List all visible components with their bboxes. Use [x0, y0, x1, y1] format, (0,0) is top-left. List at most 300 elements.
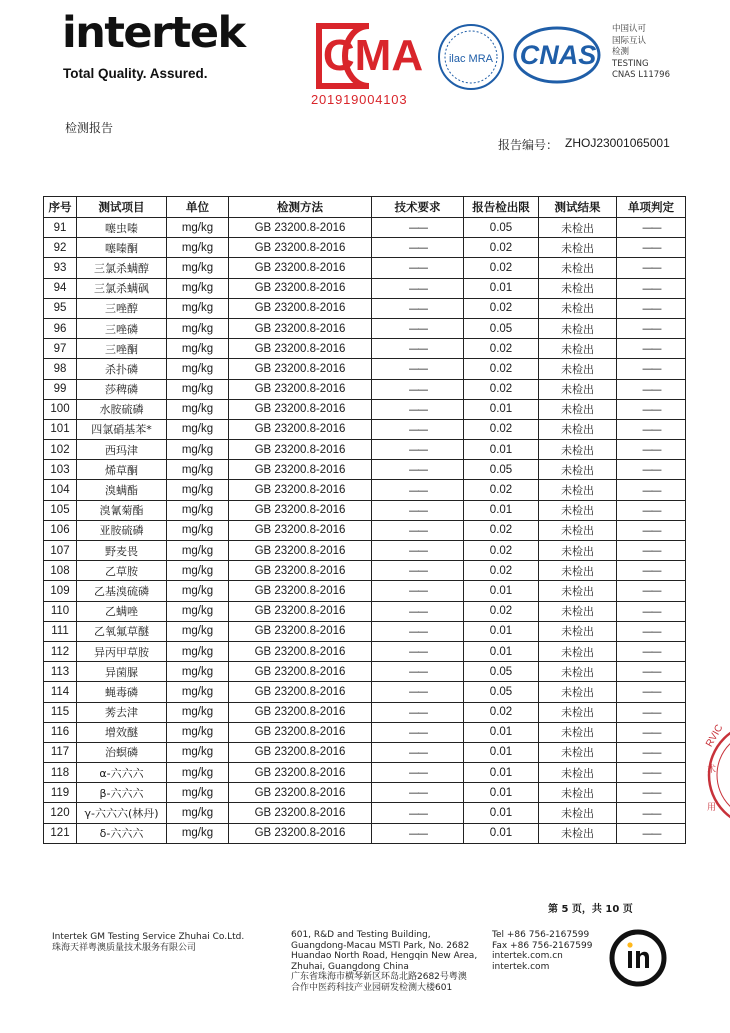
cell-result	[539, 601, 617, 621]
cell-judgement	[617, 561, 686, 581]
cell-unit	[167, 561, 229, 581]
cell-index	[44, 520, 77, 540]
cell-result	[539, 682, 617, 702]
cell-detection-limit	[464, 581, 539, 601]
cell-index-text: 114	[50, 685, 70, 698]
cell-item-text: γ-六六六(林丹)	[84, 807, 159, 821]
cell-result-text: 未检出	[561, 261, 594, 275]
cnas-accreditation-text	[612, 24, 670, 82]
cell-item	[77, 783, 167, 803]
cell-unit-text: mg/kg	[181, 403, 214, 416]
dash-mark: ——	[408, 604, 427, 618]
cell-unit	[167, 218, 229, 238]
cell-item-text: 增效醚	[105, 726, 138, 740]
logo-tagline: Total Quality. Assured.	[63, 66, 208, 81]
cell-item-text: 溴螨酯	[105, 484, 138, 498]
dash-mark: ——	[642, 544, 660, 558]
cell-index	[44, 823, 77, 843]
cell-judgement	[617, 541, 686, 561]
cell-detection-limit-text: 0.02	[489, 544, 513, 557]
table-row	[44, 561, 686, 581]
cell-item-text: 乙草胺	[105, 564, 138, 578]
cell-result-text: 未检出	[561, 625, 594, 639]
cell-method	[229, 440, 372, 460]
cell-result	[539, 722, 617, 742]
cell-result	[539, 379, 617, 399]
cell-method-text: GB 23200.8-2016	[254, 524, 346, 537]
cell-item-text: 莠去津	[105, 706, 138, 720]
dash-mark: ——	[642, 261, 660, 275]
cell-result	[539, 339, 617, 359]
cell-item	[77, 480, 167, 500]
cell-detection-limit	[464, 359, 539, 379]
cell-result	[539, 419, 617, 439]
cell-method-text: GB 23200.8-2016	[254, 342, 346, 355]
cell-detection-limit-text: 0.01	[489, 807, 513, 820]
cell-index	[44, 803, 77, 823]
dash-mark: ——	[642, 665, 660, 679]
cell-unit	[167, 419, 229, 439]
cell-index	[44, 298, 77, 318]
cell-item-text: 水胺硫磷	[99, 403, 144, 417]
cell-requirement	[372, 722, 464, 742]
cell-unit-text: mg/kg	[181, 322, 214, 335]
table-row	[44, 379, 686, 399]
cell-method	[229, 480, 372, 500]
cell-method-text: GB 23200.8-2016	[254, 403, 346, 416]
cell-method-text: GB 23200.8-2016	[254, 383, 346, 396]
cell-unit	[167, 258, 229, 278]
col-header-unit: 单位	[167, 197, 229, 218]
cell-result	[539, 742, 617, 762]
table-row	[44, 541, 686, 561]
cell-index-text: 93	[53, 261, 67, 274]
cell-index	[44, 500, 77, 520]
cell-detection-limit-text: 0.01	[489, 645, 513, 658]
cell-judgement	[617, 278, 686, 298]
cell-index	[44, 581, 77, 601]
cell-unit-text: mg/kg	[181, 625, 214, 638]
cell-item	[77, 520, 167, 540]
cell-method-text: GB 23200.8-2016	[254, 807, 346, 820]
dash-mark: ——	[642, 705, 660, 719]
cell-detection-limit	[464, 702, 539, 722]
cell-index-text: 105	[50, 504, 70, 517]
cell-index	[44, 440, 77, 460]
cell-method-text: GB 23200.8-2016	[254, 786, 346, 799]
dash-mark: ——	[408, 261, 427, 275]
cell-item	[77, 742, 167, 762]
cell-detection-limit	[464, 763, 539, 783]
cell-unit-text: mg/kg	[181, 463, 214, 476]
cell-item	[77, 238, 167, 258]
cell-item	[77, 359, 167, 379]
cell-result	[539, 641, 617, 661]
cell-detection-limit-text: 0.02	[489, 302, 513, 315]
cell-unit-text: mg/kg	[181, 302, 214, 315]
dash-mark: ——	[642, 483, 660, 497]
table-row	[44, 339, 686, 359]
cell-result	[539, 318, 617, 338]
table-row	[44, 823, 686, 843]
dash-mark: ——	[642, 362, 660, 376]
footer-address-line: 广东省珠海市横琴新区环岛北路2682号粤澳	[291, 972, 467, 982]
cell-requirement	[372, 218, 464, 238]
cell-method	[229, 662, 372, 682]
cell-unit	[167, 278, 229, 298]
cell-result-text: 未检出	[561, 282, 594, 296]
cell-requirement	[372, 419, 464, 439]
cell-result-text: 未检出	[561, 584, 594, 598]
cell-method-text: GB 23200.8-2016	[254, 827, 346, 840]
dash-mark: ——	[408, 665, 427, 679]
table-row	[44, 641, 686, 661]
cell-method-text: GB 23200.8-2016	[254, 241, 346, 254]
cell-unit-text: mg/kg	[181, 746, 214, 759]
cell-unit-text: mg/kg	[181, 706, 214, 719]
cell-result	[539, 541, 617, 561]
cell-requirement	[372, 480, 464, 500]
cell-unit-text: mg/kg	[181, 564, 214, 577]
table-row	[44, 682, 686, 702]
footer-address-line: Guangdong-Macau MSTI Park, No. 2682	[291, 940, 470, 951]
cell-index	[44, 601, 77, 621]
cell-result	[539, 238, 617, 258]
cell-result	[539, 298, 617, 318]
cell-detection-limit-text: 0.02	[489, 423, 513, 436]
dash-mark: ——	[642, 624, 660, 638]
cell-unit-text: mg/kg	[181, 807, 214, 820]
table-row	[44, 359, 686, 379]
table-row	[44, 460, 686, 480]
cell-method	[229, 541, 372, 561]
cnas-logo	[512, 24, 608, 86]
table-row	[44, 440, 686, 460]
footer-address	[291, 930, 477, 993]
dash-mark: ——	[642, 443, 660, 457]
intertek-in-icon	[607, 927, 669, 989]
cell-unit-text: mg/kg	[181, 786, 214, 799]
cnas-line: 检测	[612, 47, 630, 57]
cell-index	[44, 662, 77, 682]
cell-unit	[167, 662, 229, 682]
cell-index-text: 113	[50, 665, 70, 678]
dash-mark: ——	[408, 503, 427, 517]
table-row	[44, 601, 686, 621]
table-row	[44, 218, 686, 238]
cell-method	[229, 318, 372, 338]
col-header-judgement: 单项判定	[617, 197, 686, 218]
cell-unit-text: mg/kg	[181, 685, 214, 698]
cell-item-text: 杀扑磷	[105, 362, 138, 376]
cell-judgement	[617, 238, 686, 258]
cell-judgement	[617, 440, 686, 460]
dash-mark: ——	[642, 806, 660, 820]
cell-result-text: 未检出	[561, 383, 594, 397]
cell-item	[77, 318, 167, 338]
table-row	[44, 742, 686, 762]
dash-mark: ——	[642, 503, 660, 517]
dash-mark: ——	[408, 483, 427, 497]
cell-result-text: 未检出	[561, 605, 594, 619]
cell-result	[539, 783, 617, 803]
cell-result-text: 未检出	[561, 302, 594, 316]
cell-detection-limit	[464, 218, 539, 238]
cell-detection-limit	[464, 541, 539, 561]
cell-result	[539, 278, 617, 298]
cell-detection-limit-text: 0.05	[489, 322, 513, 335]
cell-detection-limit	[464, 641, 539, 661]
cell-item	[77, 278, 167, 298]
cell-unit	[167, 238, 229, 258]
cell-method	[229, 419, 372, 439]
cell-judgement	[617, 298, 686, 318]
cell-unit-text: mg/kg	[181, 282, 214, 295]
dash-mark: ——	[408, 422, 427, 436]
table-row	[44, 419, 686, 439]
cell-detection-limit-text: 0.02	[489, 706, 513, 719]
dash-mark: ——	[642, 241, 660, 255]
cell-index	[44, 763, 77, 783]
cell-index-text: 98	[53, 362, 67, 375]
cell-unit	[167, 722, 229, 742]
cell-method-text: GB 23200.8-2016	[254, 746, 346, 759]
cell-unit	[167, 641, 229, 661]
cell-item	[77, 621, 167, 641]
cell-method	[229, 682, 372, 702]
cell-result	[539, 763, 617, 783]
cell-method	[229, 218, 372, 238]
cell-detection-limit	[464, 742, 539, 762]
cell-item-text: 异丙甲草胺	[94, 645, 149, 659]
dash-mark: ——	[642, 221, 660, 235]
cell-index	[44, 742, 77, 762]
cell-index	[44, 702, 77, 722]
dash-mark: ——	[642, 523, 660, 537]
cell-method-text: GB 23200.8-2016	[254, 726, 346, 739]
cell-result	[539, 823, 617, 843]
cell-unit	[167, 621, 229, 641]
footer-contact-line: intertek.com	[492, 961, 550, 972]
cell-method	[229, 702, 372, 722]
footer-address-line: Huandao North Road, Hengqin New Area,	[291, 951, 478, 961]
cell-detection-limit	[464, 722, 539, 742]
cnas-line: 中国认可	[612, 24, 647, 34]
report-number-value: ZHOJ23001065001	[565, 136, 670, 150]
cell-item	[77, 662, 167, 682]
cell-judgement	[617, 803, 686, 823]
cell-index-text: 116	[50, 726, 70, 739]
cell-method	[229, 621, 372, 641]
svg-text:用: 用	[707, 803, 717, 813]
cell-judgement	[617, 419, 686, 439]
cell-judgement	[617, 399, 686, 419]
cell-index	[44, 480, 77, 500]
cell-result	[539, 621, 617, 641]
table-header-row	[44, 197, 686, 218]
table-row	[44, 318, 686, 338]
cell-item	[77, 298, 167, 318]
cell-unit	[167, 399, 229, 419]
cell-detection-limit	[464, 682, 539, 702]
cell-item	[77, 379, 167, 399]
dash-mark: ——	[642, 685, 660, 699]
cell-result-text: 未检出	[561, 786, 594, 800]
cell-requirement	[372, 541, 464, 561]
cell-item	[77, 258, 167, 278]
dash-mark: ——	[408, 443, 427, 457]
cell-detection-limit	[464, 621, 539, 641]
cell-method	[229, 500, 372, 520]
cell-item-text: 乙基溴硫磷	[94, 584, 149, 598]
cell-item	[77, 218, 167, 238]
table-row	[44, 278, 686, 298]
table-row	[44, 803, 686, 823]
cell-detection-limit	[464, 318, 539, 338]
cell-index	[44, 399, 77, 419]
report-number-label: 报告编号：	[498, 138, 559, 152]
cell-index	[44, 722, 77, 742]
cnas-text: CNAS	[519, 40, 597, 70]
cell-item-text: 蝇毒磷	[105, 685, 138, 699]
cell-item	[77, 823, 167, 843]
cell-item-text: 三唑酮	[105, 342, 138, 356]
cell-item	[77, 399, 167, 419]
cell-requirement	[372, 823, 464, 843]
table-row	[44, 480, 686, 500]
dash-mark: ——	[642, 584, 660, 598]
cell-unit	[167, 803, 229, 823]
cell-index-text: 117	[50, 746, 70, 759]
cell-judgement	[617, 742, 686, 762]
cell-result-text: 未检出	[561, 241, 594, 255]
cell-detection-limit-text: 0.01	[489, 403, 513, 416]
cell-result-text: 未检出	[561, 706, 594, 720]
cell-judgement	[617, 339, 686, 359]
cell-method	[229, 399, 372, 419]
cell-result-text: 未检出	[561, 807, 594, 821]
col-header-method: 检测方法	[229, 197, 372, 218]
cell-method-text: GB 23200.8-2016	[254, 282, 346, 295]
cell-method	[229, 763, 372, 783]
cell-result-text: 未检出	[561, 544, 594, 558]
cell-judgement	[617, 258, 686, 278]
dash-mark: ——	[408, 584, 427, 598]
cell-method	[229, 460, 372, 480]
cell-item	[77, 601, 167, 621]
cell-method-text: GB 23200.8-2016	[254, 766, 346, 779]
cell-method-text: GB 23200.8-2016	[254, 322, 346, 335]
cell-method	[229, 742, 372, 762]
cell-unit-text: mg/kg	[181, 383, 214, 396]
cell-method-text: GB 23200.8-2016	[254, 504, 346, 517]
cell-unit	[167, 823, 229, 843]
cell-detection-limit-text: 0.02	[489, 605, 513, 618]
cell-detection-limit-text: 0.01	[489, 625, 513, 638]
cell-method	[229, 803, 372, 823]
cell-detection-limit-text: 0.05	[489, 665, 513, 678]
cell-judgement	[617, 379, 686, 399]
cell-item	[77, 419, 167, 439]
cell-item	[77, 803, 167, 823]
cell-detection-limit	[464, 298, 539, 318]
cell-unit-text: mg/kg	[181, 362, 214, 375]
dash-mark: ——	[408, 786, 427, 800]
cell-unit-text: mg/kg	[181, 504, 214, 517]
cell-result-text: 未检出	[561, 423, 594, 437]
cell-detection-limit-text: 0.02	[489, 261, 513, 274]
dash-mark: ——	[408, 745, 427, 759]
cell-detection-limit	[464, 379, 539, 399]
cell-result	[539, 662, 617, 682]
cell-judgement	[617, 359, 686, 379]
cell-index-text: 121	[50, 827, 70, 840]
cell-index-text: 108	[50, 564, 70, 577]
cma-text: CMA	[322, 31, 424, 80]
footer-address-line: 合作中医药科技产业园研发检测大楼601	[291, 982, 453, 993]
cell-method	[229, 641, 372, 661]
cell-item-text: 烯草酮	[105, 463, 138, 477]
cell-method	[229, 258, 372, 278]
cell-index	[44, 379, 77, 399]
cell-index-text: 99	[53, 383, 67, 396]
col-header-result: 测试结果	[539, 197, 617, 218]
footer-contact-line: Fax +86 756-2167599	[492, 940, 593, 951]
cell-method	[229, 359, 372, 379]
cell-result-text: 未检出	[561, 665, 594, 679]
dash-mark: ——	[408, 322, 427, 336]
dash-mark: ——	[642, 402, 660, 416]
cell-method-text: GB 23200.8-2016	[254, 625, 346, 638]
cell-index	[44, 621, 77, 641]
cell-detection-limit	[464, 561, 539, 581]
cell-method-text: GB 23200.8-2016	[254, 362, 346, 375]
cell-requirement	[372, 399, 464, 419]
cell-item	[77, 541, 167, 561]
cell-unit	[167, 783, 229, 803]
cell-unit	[167, 298, 229, 318]
cma-logo	[311, 20, 436, 90]
cell-item-text: β-六六六	[99, 786, 144, 800]
cell-unit-text: mg/kg	[181, 665, 214, 678]
table-row	[44, 258, 686, 278]
cell-item-text: 异菌脲	[105, 665, 138, 679]
dash-mark: ——	[408, 241, 427, 255]
cell-index-text: 92	[53, 241, 67, 254]
footer-company-line: 珠海天祥粤澳质量技术服务有限公司	[52, 942, 197, 953]
cell-result	[539, 480, 617, 500]
cell-judgement	[617, 682, 686, 702]
cell-detection-limit-text: 0.01	[489, 584, 513, 597]
footer-contact	[492, 930, 592, 972]
cell-requirement	[372, 318, 464, 338]
cell-result	[539, 803, 617, 823]
cell-requirement	[372, 682, 464, 702]
cell-requirement	[372, 742, 464, 762]
cell-method-text: GB 23200.8-2016	[254, 564, 346, 577]
cell-detection-limit-text: 0.01	[489, 504, 513, 517]
cell-method	[229, 823, 372, 843]
cell-judgement	[617, 520, 686, 540]
cell-detection-limit-text: 0.02	[489, 342, 513, 355]
dash-mark: ——	[408, 725, 427, 739]
cell-judgement	[617, 318, 686, 338]
col-header-item: 测试项目	[77, 197, 167, 218]
cell-unit-text: mg/kg	[181, 544, 214, 557]
footer-contact-line: Tel +86 756-2167599	[492, 930, 590, 940]
cell-method-text: GB 23200.8-2016	[254, 443, 346, 456]
cell-item-text: δ-六六六	[99, 827, 144, 841]
